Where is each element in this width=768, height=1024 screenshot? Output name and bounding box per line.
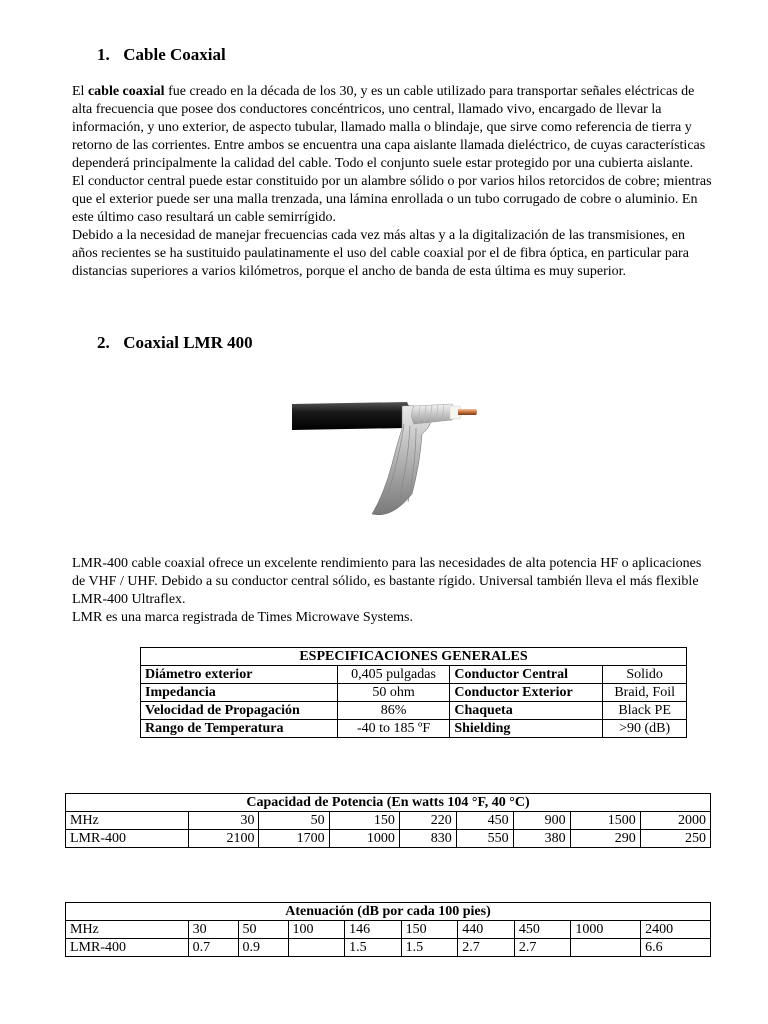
power-cell: 830 [399, 830, 456, 848]
spec-key: Diámetro exterior [141, 666, 338, 684]
paragraph-fibra: Debido a la necesidad de manejar frecuencias cada vez más altas y a la digitalización de las transmisiones, en años recientes se ha sustituido paulatinamente el uso del cable coaxial por el de fibra óptica, en particular para distancias superiores a varios kilómetros, porque el ancho de banda de esta última es muy superior. [72, 228, 689, 279]
atten-table-header-row [66, 903, 711, 921]
coaxial-cable-photo [292, 384, 477, 524]
power-cell: 30 [189, 812, 259, 830]
table-row [141, 720, 687, 738]
section-2-number: 2. [97, 333, 110, 352]
atten-cell: 150 [401, 921, 458, 939]
section-2-heading [97, 333, 253, 353]
atten-cell: 2.7 [514, 939, 571, 957]
power-cell: 290 [570, 830, 640, 848]
paragraph-trademark: LMR es una marca registrada de Times Microwave Systems. [72, 610, 413, 625]
atten-cell: 2.7 [458, 939, 515, 957]
spec-value: Braid, Foil [603, 684, 687, 702]
section-1-heading [97, 45, 226, 65]
power-cell: 250 [640, 830, 710, 848]
atten-table-title: Atenuación (dB por cada 100 pies) [66, 903, 711, 921]
table-row [66, 830, 711, 848]
atten-cell [571, 939, 641, 957]
atten-cell: 2400 [641, 921, 711, 939]
spec-value: -40 to 185 ºF [337, 720, 450, 738]
table-row [141, 684, 687, 702]
power-cell: 550 [456, 830, 513, 848]
paragraph-lmr400: LMR-400 cable coaxial ofrece un excelente rendimiento para las necesidades de alta potencia HF o aplicaciones de VHF / UHF. Debido a su conductor central sólido, es bastante rígido. Universal también lleva el más flexible LMR-400 Ultraflex. [72, 556, 702, 607]
spec-table-header-row [141, 648, 687, 666]
paragraph-intro [72, 83, 712, 173]
power-cell: 1700 [259, 830, 329, 848]
spec-key: Rango de Temperatura [141, 720, 338, 738]
power-cell: 2000 [640, 812, 710, 830]
spec-value: >90 (dB) [603, 720, 687, 738]
power-cell: 50 [259, 812, 329, 830]
power-cell: 900 [513, 812, 570, 830]
atten-cell: 440 [458, 921, 515, 939]
power-table-header-row [66, 794, 711, 812]
atten-cell: MHz [66, 921, 189, 939]
attenuation-table [65, 902, 711, 957]
intro-bold-term: cable coaxial [87, 84, 165, 99]
spec-key: Impedancia [141, 684, 338, 702]
atten-cell: 450 [514, 921, 571, 939]
power-cell: 380 [513, 830, 570, 848]
atten-cell: 146 [345, 921, 402, 939]
power-cell: 2100 [189, 830, 259, 848]
section-2-body [72, 555, 712, 627]
spec-key: Conductor Exterior [450, 684, 603, 702]
spec-table-title: ESPECIFICACIONES GENERALES [141, 648, 687, 666]
section-1-number: 1. [97, 45, 110, 64]
paragraph-conductor: El conductor central puede estar constituido por un alambre sólido o por varios hilos retorcidos de cobre; mientras que el exterior puede ser una malla trenzada, una lámina enrollada o un tubo corrugado de cobre o aluminio. En este último caso resultará un cable semirrígido. [72, 174, 712, 225]
intro-rest: fue creado en la década de los 30, y es un cable utilizado para transportar señales eléctricas de alta frecuencia que posee dos conductores concéntricos, uno central, llamado vivo, encargado de llevar la información, y uno exterior, de aspecto tubular, llamado malla o blindaje, que sirve como referencia de tierra y retorno de las corrientes. Entre ambos se encuentra una capa aislante llamada dieléctrico, de cuyas características dependerá principalmente la calidad del cable. Todo el conjunto suele estar protegido por una cubierta aislante. [72, 84, 706, 171]
table-row [141, 702, 687, 720]
atten-cell: 1.5 [401, 939, 458, 957]
spec-key: Chaqueta [450, 702, 603, 720]
spec-key: Conductor Central [450, 666, 603, 684]
section-2-title: Coaxial LMR 400 [123, 333, 253, 352]
spec-value: Black PE [603, 702, 687, 720]
spec-value: 86% [337, 702, 450, 720]
atten-cell: 30 [188, 921, 238, 939]
table-row [66, 939, 711, 957]
spec-value: Solido [603, 666, 687, 684]
power-cell: 450 [456, 812, 513, 830]
table-row [66, 812, 711, 830]
spec-key: Velocidad de Propagación [141, 702, 338, 720]
atten-cell: 0.7 [188, 939, 238, 957]
atten-cell: 1000 [571, 921, 641, 939]
power-table-title: Capacidad de Potencia (En watts 104 °F, 40 °C) [66, 794, 711, 812]
atten-cell: 0.9 [238, 939, 288, 957]
spec-table [140, 647, 687, 738]
atten-cell [288, 939, 345, 957]
atten-cell: 100 [288, 921, 345, 939]
power-cell: 150 [329, 812, 399, 830]
power-cell: MHz [66, 812, 189, 830]
section-1-body [72, 83, 712, 281]
intro-prefix: El [72, 84, 88, 99]
section-1-title: Cable Coaxial [123, 45, 226, 64]
power-cell: 1000 [329, 830, 399, 848]
table-row [141, 666, 687, 684]
power-cell: 220 [399, 812, 456, 830]
spec-value: 50 ohm [337, 684, 450, 702]
atten-cell: 6.6 [641, 939, 711, 957]
power-cell: LMR-400 [66, 830, 189, 848]
table-row [66, 921, 711, 939]
atten-cell: 50 [238, 921, 288, 939]
atten-cell: LMR-400 [66, 939, 189, 957]
atten-cell: 1.5 [345, 939, 402, 957]
spec-key: Shielding [450, 720, 603, 738]
spec-value: 0,405 pulgadas [337, 666, 450, 684]
power-cell: 1500 [570, 812, 640, 830]
power-capacity-table [65, 793, 711, 848]
